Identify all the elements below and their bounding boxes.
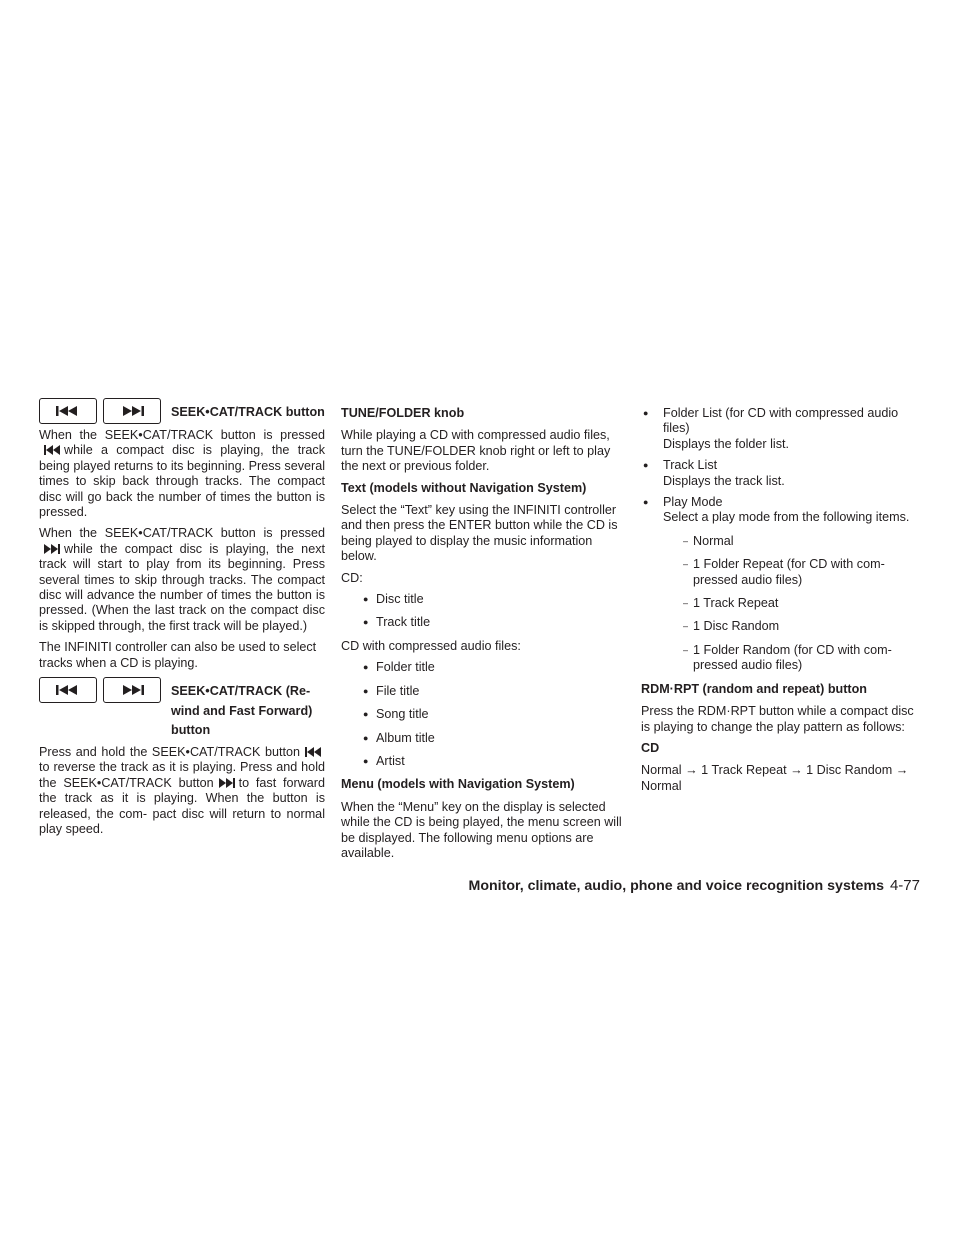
section-heading: TUNE/FOLDER knob	[341, 406, 465, 420]
paragraph: Normal → 1 Track Repeat → 1 Disc Random → Normal	[641, 763, 909, 793]
paragraph: Press and hold the SEEK•CAT/TRACK button to reverse the track as it is playing. Press and hold the SEEK•CAT/TRACK button to fast forward the track as it is playing. When the button is released, the com- pact disc will return to normal play speed.	[39, 744, 326, 836]
column-left	[39, 398, 325, 843]
skip-forward-icon	[218, 778, 236, 788]
list-item: ● Disc title	[341, 592, 625, 607]
paragraph: Select the “Text” key using the INFINITI controller and then press the ENTER button while the CD is being played to display the music information below.	[341, 503, 618, 564]
paragraph: When the SEEK•CAT/TRACK button is pressed while a compact disc is playing, the track being played returns to its beginning. Press several times to skip back through tracks. The compact disc will go back the number of times the button is pressed.	[39, 428, 325, 520]
page-number: 4-77	[889, 877, 920, 894]
cd-info-list	[341, 592, 625, 631]
list-item: ● Play Mode Select a play mode from the following items. – Normal – 1 Folder Repeat (for CD with com- pressed audio files) – 1 Track Repeat – 1 Disc Random – 1 Folder Random (for CD with com- pressed audio files)	[641, 495, 917, 674]
skip-back-icon	[43, 445, 61, 455]
skip-back-icon	[39, 677, 97, 703]
section-heading: Menu (models with Navigation System)	[341, 777, 575, 792]
paragraph: Press the RDM·RPT button while a compact disc is playing to change the play pattern as follows:	[641, 704, 914, 734]
list-item: – 1 Folder Repeat (for CD with com- pressed audio files)	[663, 557, 917, 588]
list-item: ● File title	[341, 684, 625, 699]
section-heading: RDM·RPT (random and repeat) button	[641, 681, 867, 696]
list-item: ● Song title	[341, 707, 625, 722]
list-item: ● Folder List (for CD with compressed audio files) Displays the folder list.	[641, 406, 917, 452]
menu-options-list	[641, 406, 917, 674]
list-item: – Normal	[663, 534, 917, 549]
paragraph: When the “Menu” key on the display is selected while the CD is being played, the menu screen will be displayed. The following menu options are available.	[341, 799, 622, 860]
skip-forward-icon	[103, 398, 161, 424]
compressed-info-list	[341, 660, 625, 769]
skip-back-icon	[304, 747, 322, 757]
footer-section-title: Monitor, climate, audio, phone and voice recognition systems	[468, 878, 884, 894]
skip-forward-icon	[103, 677, 161, 703]
section-heading: Text (models without Navigation System)	[341, 480, 587, 495]
page-footer	[424, 878, 920, 894]
list-item: ● Track List Displays the track list.	[641, 458, 917, 489]
column-middle	[341, 406, 625, 867]
section-heading: SEEK•CAT/TRACK button	[171, 405, 325, 419]
paragraph: While playing a CD with compressed audio files, turn the TUNE/FOLDER knob right or left to play the next or previous folder.	[341, 428, 611, 474]
paragraph: When the SEEK•CAT/TRACK button is pressed while the compact disc is playing, the next track will start to play from its beginning. Press several times to skip through tracks. The compact disc will advance the number of times the button is pressed. (When the last track on the compact disc is skipped through, the first track will be played.)	[39, 526, 325, 633]
list-label: CD with compressed audio files:	[341, 638, 521, 653]
column-right	[641, 406, 917, 800]
skip-back-icon	[39, 398, 97, 424]
list-item: – 1 Disc Random	[663, 619, 917, 634]
section-heading: SEEK•CAT/TRACK (Re- wind and Fast Forward) button	[171, 684, 313, 738]
list-item: ● Album title	[341, 731, 625, 746]
skip-forward-icon	[43, 544, 61, 554]
list-item: ● Folder title	[341, 660, 625, 675]
paragraph: The INFINITI controller can also be used to select tracks when a CD is playing.	[39, 640, 317, 670]
seek-track-rewind-ff-heading	[39, 677, 325, 741]
list-item: – 1 Folder Random (for CD with com- pressed audio files)	[663, 643, 917, 674]
list-item: ● Artist	[341, 754, 625, 769]
seek-track-button-heading	[39, 398, 325, 424]
list-label: CD:	[341, 570, 363, 585]
list-item: ● Track title	[341, 615, 625, 630]
section-heading: CD	[641, 740, 660, 755]
play-mode-list	[663, 534, 917, 674]
list-item: – 1 Track Repeat	[663, 596, 917, 611]
